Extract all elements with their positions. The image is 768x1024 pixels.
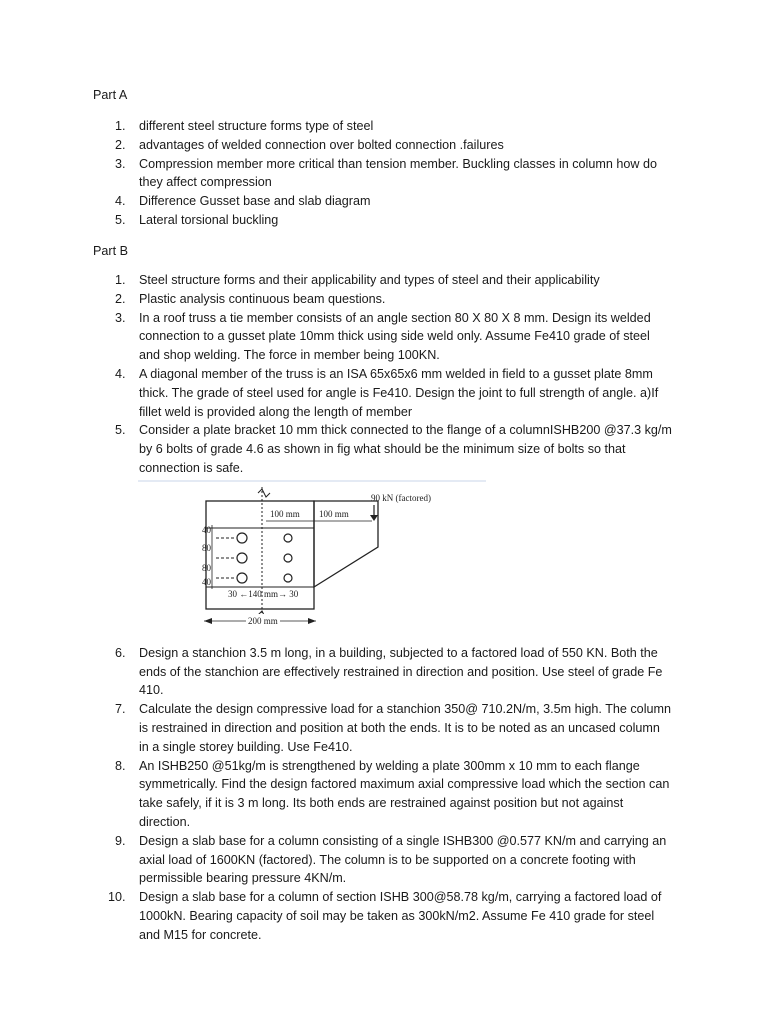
item-number: 10.	[108, 890, 126, 905]
item-text: Compression member more critical than tension member. Buckling classes in column how do they affect compression	[139, 156, 657, 190]
bolt-hole	[237, 533, 247, 543]
list-item	[0, 644, 673, 700]
item-text: Consider a plate bracket 10 mm thick connected to the flange of a columnISHB200 @37.3 kg/m by 6 bolts of grade 4.6 as shown in fig what should be the minimum size of bolts so that connection is safe.	[139, 423, 672, 475]
dim-200-arrow-right	[308, 618, 316, 624]
item-text: Lateral torsional buckling	[139, 212, 279, 227]
item-text: Plastic analysis continuous beam questions.	[139, 291, 386, 306]
item-number: 5.	[115, 212, 126, 227]
list-item	[0, 271, 673, 290]
item-text: Design a stanchion 3.5 m long, in a building, subjected to a factored load of 550 KN. Both the ends of the stanchion are effectively restrained in direction and position. Use steel of grade Fe 410.	[139, 645, 663, 698]
item-text: In a roof truss a tie member consists of an angle section 80 X 80 X 8 mm. Design its welded connection to a gusset plate 10mm thick using side weld only. Assume Fe410 grade of steel and shop welding. The force in member being 100KN.	[139, 310, 651, 363]
list-item	[0, 290, 673, 309]
item-number: 6.	[115, 645, 126, 660]
item-text: A diagonal member of the truss is an ISA 65x65x6 mm welded in field to a gusset plate 8mm thick. The grade of steel used for angle is Fe410. Design the joint to full strength of angle. a)If fillet weld is provided along the length of member	[139, 366, 659, 419]
list-item	[0, 117, 673, 136]
dim-bottom: 30 ←140 mm→ 30	[228, 589, 299, 599]
item-text: Design a slab base for a column consisting of a single ISHB300 @0.577 KN/m and carrying an axial load of 1600KN (factored). The column is to be supported on a concrete footing with permissible bearing pressure 4KN/m.	[139, 833, 667, 886]
load-label: 90 kN (factored)	[371, 493, 431, 503]
list-item	[0, 888, 673, 944]
item-number: 1.	[115, 119, 126, 133]
item-number: 5.	[115, 423, 126, 438]
dim-200-arrow-left	[204, 618, 212, 624]
item-number: 9.	[115, 833, 126, 848]
item-number: 2.	[115, 137, 126, 152]
bolt-hole	[284, 574, 292, 582]
list-item	[0, 832, 673, 888]
item-text: Difference Gusset base and slab diagram	[139, 194, 371, 209]
bracket-diagram	[138, 479, 486, 637]
item-text: advantages of welded connection over bolted connection .failures	[139, 137, 504, 152]
item-number: 4.	[115, 194, 126, 209]
item-number: 3.	[115, 156, 126, 171]
break-mark-top	[258, 489, 270, 497]
item-text: Design a slab base for a column of section ISHB 300@58.78 kg/m, carrying a factored load of 1000kN. Bearing capacity of soil may be taken as 300kN/m2. Assume Fe 410 grade for steel and M15 for concrete.	[139, 890, 662, 942]
item-text: Calculate the design compressive load for a stanchion 350@ 710.2N/m, 3.5m high. The column is restrained in direction and position at both the ends. It is to be noted as an uncased column in a single storey building. Use Fe410.	[139, 702, 671, 754]
bolt-hole	[284, 534, 292, 542]
item-number: 4.	[115, 366, 126, 381]
list-item	[0, 192, 673, 211]
bolt-hole	[237, 573, 247, 583]
dim-80-a: 80	[202, 543, 211, 553]
dim-40-top: 40	[202, 525, 211, 535]
item-number: 2.	[115, 291, 126, 306]
load-arrowhead	[370, 515, 378, 521]
item-number: 3.	[115, 310, 126, 325]
list-item	[0, 211, 673, 230]
dim-100-left: 100 mm	[270, 509, 300, 519]
dim-200: 200 mm	[248, 616, 278, 626]
item-number: 1.	[115, 273, 126, 287]
bolt-hole	[237, 553, 247, 563]
item-number: 8.	[115, 758, 126, 773]
part-a-heading: Part A	[93, 88, 128, 102]
list-item	[0, 700, 673, 756]
bolt-hole	[284, 554, 292, 562]
list-item	[0, 365, 673, 421]
list-item	[0, 155, 673, 193]
list-item	[0, 309, 673, 365]
dim-100-right: 100 mm	[319, 509, 349, 519]
item-text: Steel structure forms and their applicability and types of steel and their applicability	[139, 273, 600, 287]
part-a-list	[0, 117, 768, 230]
item-number: 7.	[115, 702, 126, 717]
dim-80-b: 80	[202, 563, 211, 573]
item-text: different steel structure forms type of steel	[139, 119, 374, 133]
part-b-heading: Part B	[93, 244, 128, 258]
list-item	[0, 136, 673, 155]
dim-40-bottom: 40	[202, 577, 211, 587]
list-item	[0, 757, 673, 832]
item-text: An ISHB250 @51kg/m is strengthened by welding a plate 300mm x 10 mm to each flange symmetrically. Find the design factored maximum axial compressive load which the section can take safely, if it is 3 m long. Its both ends are restrained against position but not against direction.	[139, 758, 670, 829]
bracket-connection-figure	[138, 479, 486, 637]
